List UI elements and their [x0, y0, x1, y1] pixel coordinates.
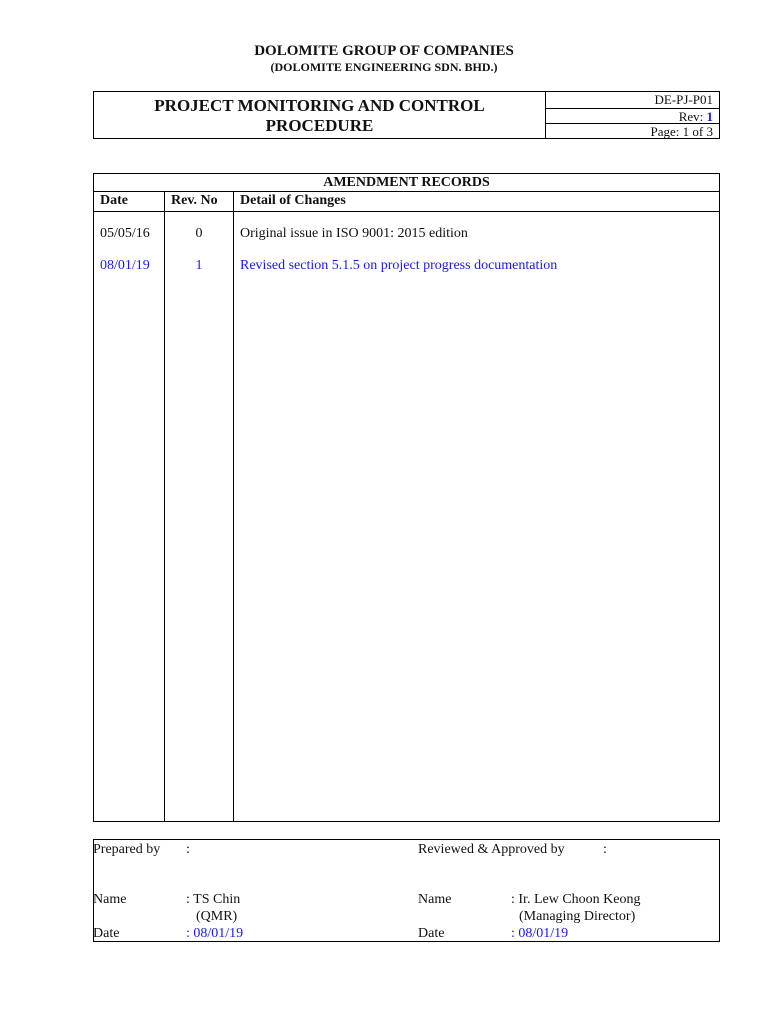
- row-2-date: 08/01/19: [100, 258, 150, 273]
- reviewed-date: : 08/01/19: [511, 926, 569, 941]
- reviewed-by-label: Reviewed & Approved by: [418, 842, 565, 857]
- prepared-name: : TS Chin: [186, 892, 241, 907]
- reviewed-name-label: Name: [418, 892, 452, 907]
- prepared-role: (QMR): [196, 909, 238, 924]
- revision-label: Rev:: [678, 109, 707, 124]
- row-1-date: 05/05/16: [100, 226, 150, 241]
- header-date: Date: [100, 193, 128, 208]
- row-1-rev: 0: [195, 226, 203, 241]
- reviewed-date-label: Date: [418, 926, 445, 941]
- document-title-line2: PROCEDURE: [265, 116, 374, 135]
- prepared-date: : 08/01/19: [186, 926, 244, 941]
- amendment-records-table: [93, 173, 720, 822]
- column-divider-rev: [233, 192, 234, 821]
- row-1-detail: Original issue in ISO 9001: 2015 edition: [240, 226, 468, 241]
- prepared-date-label: Date: [93, 926, 120, 941]
- reviewed-name: : Ir. Lew Choon Keong: [511, 892, 641, 907]
- column-divider-date: [164, 192, 165, 821]
- prepared-name-label: Name: [93, 892, 127, 907]
- prepared-by-colon: :: [186, 842, 190, 857]
- amendment-records-title: AMENDMENT RECORDS: [94, 174, 719, 192]
- row-2-detail: Revised section 5.1.5 on project progress documentation: [240, 258, 558, 273]
- header-rule: [94, 211, 719, 212]
- document-title: [94, 96, 545, 136]
- document-title-line1: PROJECT MONITORING AND CONTROL: [154, 96, 485, 115]
- reviewed-role: (Managing Director): [519, 909, 636, 924]
- revision-value: 1: [706, 109, 713, 124]
- document-code: DE-PJ-P01: [654, 92, 713, 107]
- header-detail: Detail of Changes: [240, 193, 346, 208]
- company-subsidiary: (DOLOMITE ENGINEERING SDN. BHD.): [270, 60, 498, 74]
- prepared-by-label: Prepared by: [93, 842, 161, 857]
- document-page: Page: 1 of 3: [546, 123, 719, 138]
- company-name: DOLOMITE GROUP OF COMPANIES: [254, 43, 514, 59]
- document-revision: [546, 108, 719, 123]
- reviewed-by-colon: :: [603, 842, 607, 857]
- document-title-block: [93, 91, 720, 139]
- header-rev-no: Rev. No: [171, 193, 218, 208]
- signoff-block: [93, 839, 720, 942]
- row-2-rev: 1: [195, 258, 203, 273]
